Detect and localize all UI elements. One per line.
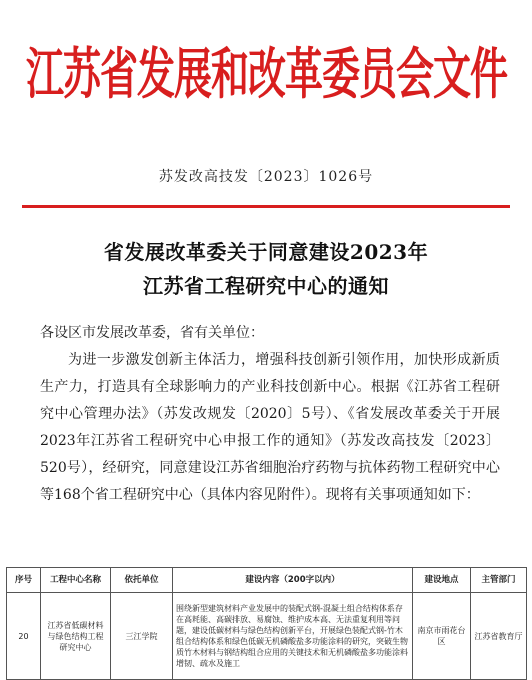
body-paragraph: 为进一步激发创新主体活力，增强科技创新引领作用，加快形成新质生产力，打造具有全球影响力的产业科技创新中心。根据《江苏省工程研究中心管理办法》（苏发改规发〔2020〕5号）、《省发展改革委关于开展2023年江苏省工程研究中心申报工作的通知》（苏发改高技发〔2023〕520号），经研究，同意建设江苏省细胞治疗药物与抗体药物工程研究中心等168个省工程研究中心（具体内容见附件）。现将有关事项通知如下：: [40, 352, 500, 503]
header-location: 建设地点: [413, 568, 471, 593]
header-department: 主管部门: [471, 568, 527, 593]
cell-construction-content: 围绕新型建筑材料产业发展中的装配式钢-混凝土组合结构体系存在高耗能、高碳排放、易腐蚀、维护成本高、无法重复利用等问题，建设低碳材料与绿色结构创新平台，开展绿色装配式钢-竹木组合结构体系和绿色低碳无机磷酸盐多功能涂料的研究，突破生物质竹木材料与钢结构组合应用的关键技术和无机磷酸盐多功能涂料增韧、疏水及施工: [173, 593, 413, 680]
attachment-table: [6, 567, 526, 680]
document-number: 苏发改高技发〔2023〕1026号: [158, 169, 374, 185]
notice-title-line-1: 省发展改革委关于同意建设2023年: [103, 240, 429, 264]
cell-department: 江苏省教育厅: [471, 593, 527, 680]
issuer-header: 江苏省发展和改革委员会文件: [26, 42, 508, 106]
red-divider-line: [22, 205, 510, 208]
cell-index: 20: [7, 593, 41, 680]
header-host-unit: 依托单位: [111, 568, 173, 593]
table-header-row: [7, 568, 527, 593]
cell-location: 南京市雨花台区: [413, 593, 471, 680]
header-center-name: 工程中心名称: [41, 568, 111, 593]
notice-title-line-2: 江苏省工程研究中心的通知: [143, 274, 389, 298]
table-row: [7, 593, 527, 680]
cell-center-name: 江苏省低碳材料与绿色结构工程研究中心: [41, 593, 111, 680]
salutation: 各设区市发展改革委，省有关单位：: [40, 325, 264, 341]
header-index: 序号: [7, 568, 41, 593]
header-construction-content: 建设内容（200字以内）: [173, 568, 413, 593]
cell-host-unit: 三江学院: [111, 593, 173, 680]
